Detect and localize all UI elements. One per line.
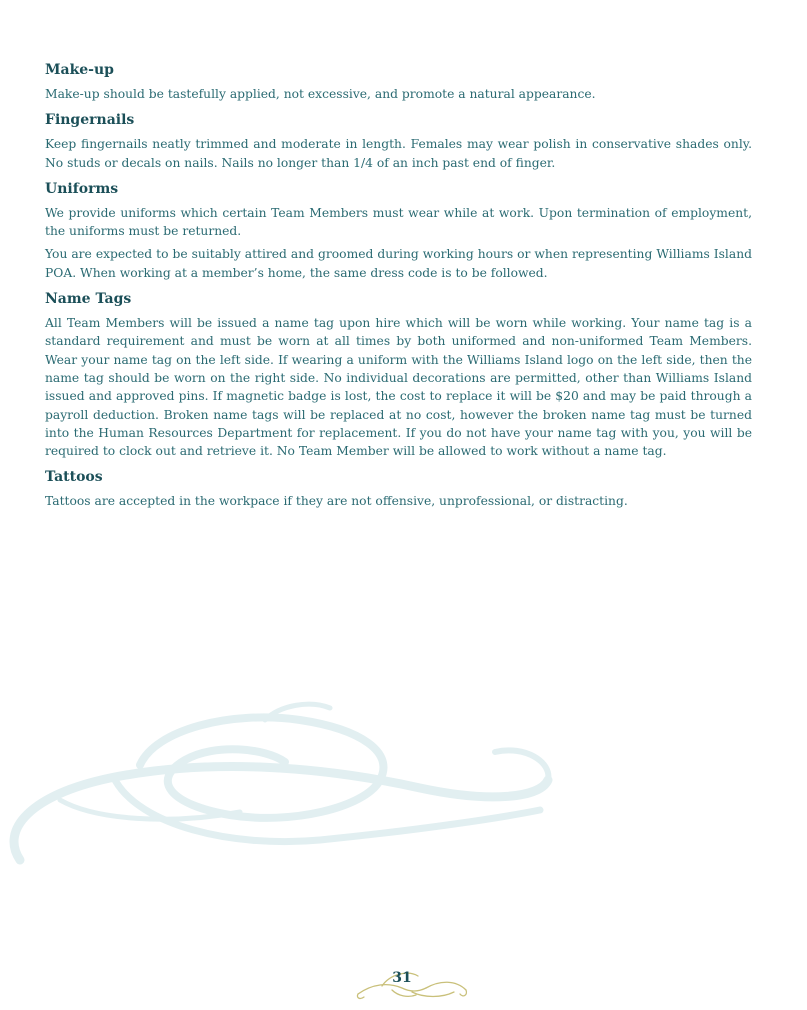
section-heading: Name Tags: [45, 291, 132, 308]
document-content: [45, 60, 752, 518]
section-paragraph: You are expected to be suitably attired and groomed during working hours or when representing Williams Island POA. When working at a member’s home, the same dress code is to be followed.: [45, 247, 752, 280]
section-paragraph: Keep fingernails neatly trimmed and moderate in length. Females may wear polish in conservative shades only. No studs or decals on nails. Nails no longer than 1/4 of an inch past end of finger.: [45, 137, 752, 170]
section-heading: Tattoos: [45, 469, 103, 486]
section-paragraph: Tattoos are accepted in the workpace if they are not offensive, unprofessional, or distracting.: [45, 494, 628, 509]
section-paragraph: All Team Members will be issued a name tag upon hire which will be worn while working. Your name tag is a standard requirement and must be worn at all times by both uniformed and non-uniformed Team Members. Wear your name tag on the left side. If wearing a uniform with the Williams Island logo on the left side, then the name tag should be worn on the right side. No individual decorations are permitted, other than Williams Island issued and approved pins. If magnetic badge is lost, the cost to replace it will be $20 and may be paid through a payroll deduction. Broken name tags will be replaced at no cost, however the broken name tag must be turned into the Human Resources Department for replacement. If you do not have your name tag with you, you will be required to clock out and retrieve it. No Team Member will be allowed to work without a name tag.: [45, 316, 752, 459]
section-heading: Uniforms: [45, 180, 119, 197]
section-fingernails: [45, 110, 752, 172]
section-makeup: [45, 60, 752, 103]
section-uniforms: [45, 179, 752, 282]
decorative-swirl-watermark: [0, 700, 560, 880]
section-heading: Make-up: [45, 62, 114, 78]
section-paragraph: We provide uniforms which certain Team Members must wear while at work. Upon termination of employment, the uniforms must be returned.: [45, 205, 752, 239]
section-name-tags: [45, 289, 752, 460]
section-paragraph: Make-up should be tastefully applied, not excessive, and promote a natural appearance.: [45, 87, 596, 101]
section-heading: Fingernails: [45, 112, 135, 129]
section-tattoos: [45, 467, 752, 510]
page-number: 31: [392, 970, 412, 986]
